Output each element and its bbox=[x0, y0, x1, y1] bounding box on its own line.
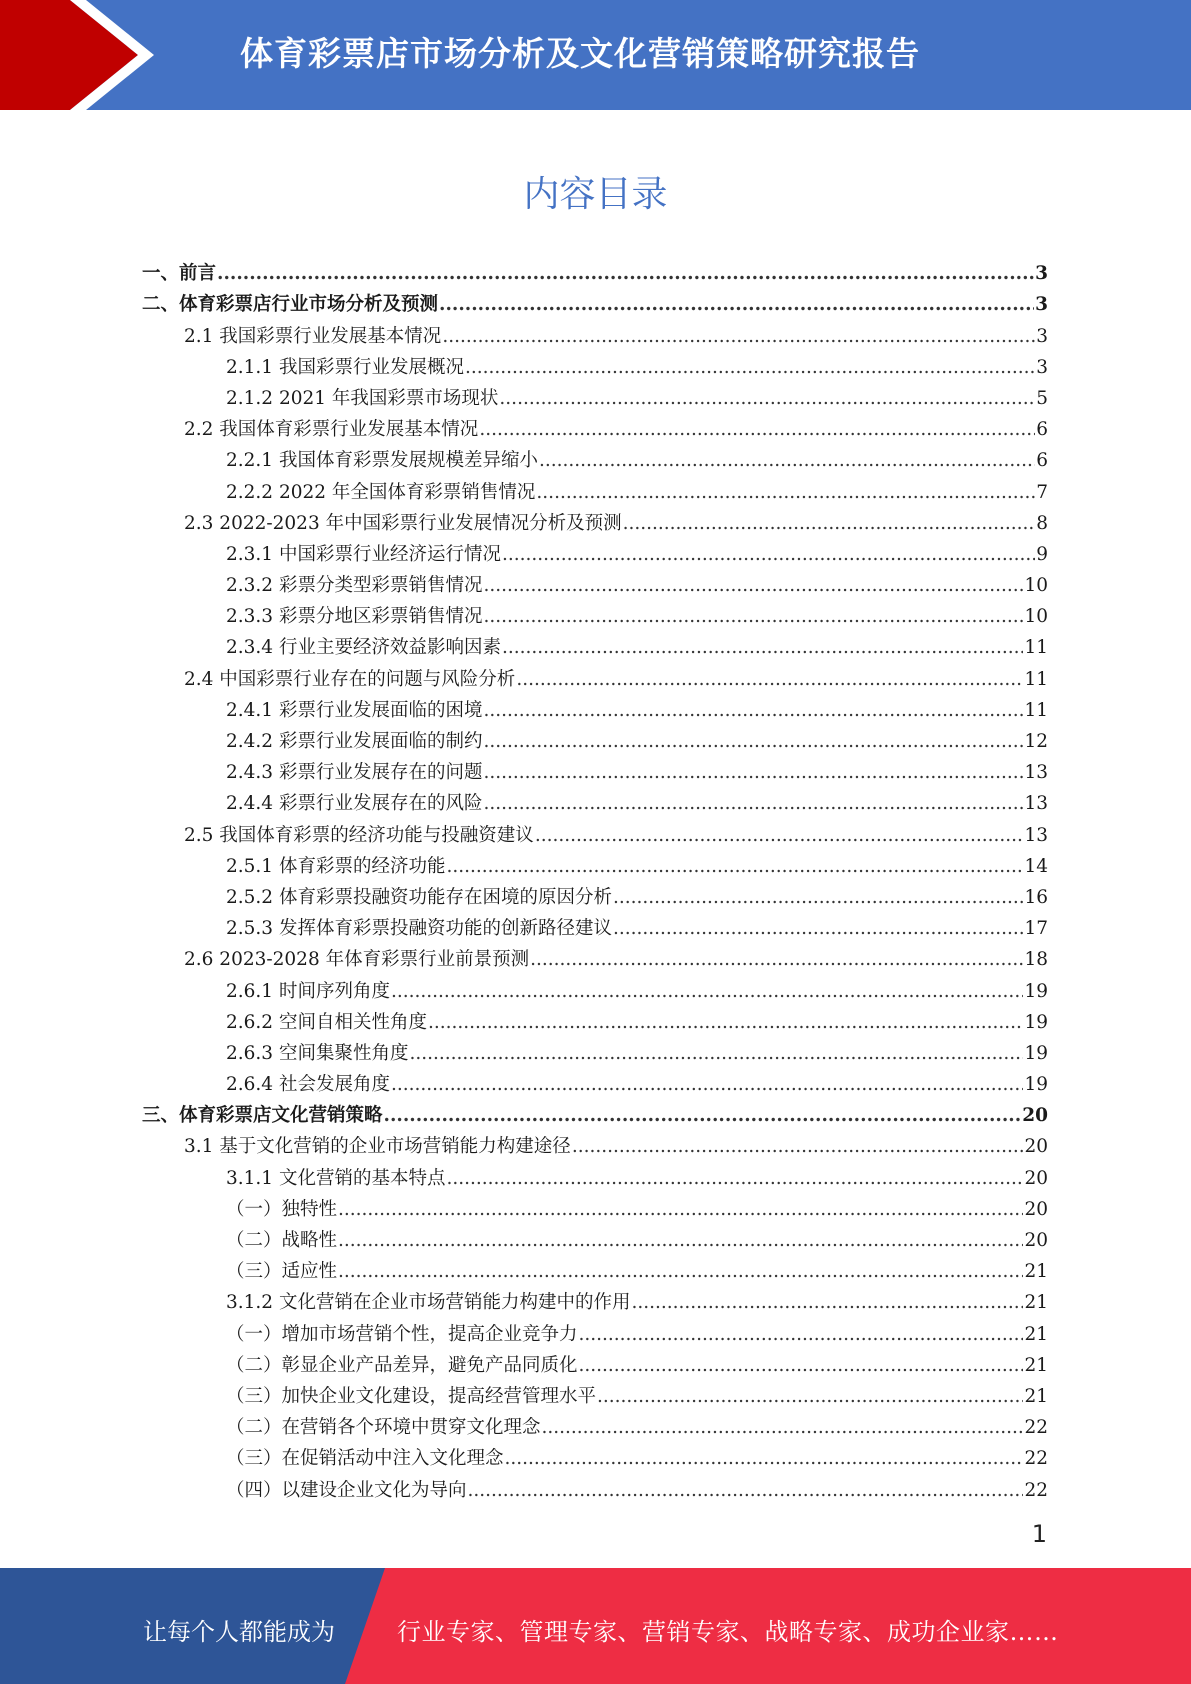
toc-leader-dots bbox=[391, 981, 1023, 1003]
toc-entry[interactable] bbox=[142, 1096, 1048, 1127]
toc-leader-dots bbox=[483, 700, 1023, 722]
toc-entry-text: 2.4.2 彩票行业发展面临的制约 bbox=[226, 731, 483, 752]
toc-entry[interactable] bbox=[142, 940, 1048, 971]
toc-entry[interactable] bbox=[142, 1377, 1048, 1408]
footer-slogan-left: 让每个人都能成为 bbox=[143, 1618, 335, 1646]
toc-entry-text: 2.5.1 体育彩票的经济功能 bbox=[226, 855, 446, 877]
toc-leader-dots bbox=[428, 1012, 1023, 1034]
toc-leader-dots bbox=[483, 606, 1023, 628]
toc-entry-page: 20 bbox=[1022, 1105, 1048, 1127]
toc-entry-text: 2.4.1 彩票行业发展面临的困境 bbox=[226, 699, 483, 721]
toc-entry[interactable] bbox=[142, 1127, 1048, 1158]
toc-entry[interactable] bbox=[142, 847, 1048, 878]
toc-entry-page: 21 bbox=[1024, 1354, 1048, 1376]
toc-leader-dots bbox=[516, 669, 1023, 691]
toc-entry-text: 2.1 我国彩票行业发展基本情况 bbox=[184, 325, 442, 347]
toc-leader-dots bbox=[623, 513, 1036, 535]
toc-entry-page: 11 bbox=[1024, 668, 1048, 690]
toc-entry-text: 2.4.3 彩票行业发展存在的问题 bbox=[226, 762, 483, 784]
toc-entry[interactable] bbox=[142, 722, 1048, 753]
toc-entry[interactable] bbox=[142, 1470, 1048, 1501]
toc-leader-dots bbox=[542, 1417, 1024, 1439]
toc-entry[interactable] bbox=[142, 472, 1048, 503]
toc-entry-page: 11 bbox=[1024, 637, 1048, 659]
toc-entry[interactable] bbox=[142, 348, 1048, 379]
toc-entry-text: 2.3.2 彩票分类型彩票销售情况 bbox=[226, 575, 483, 597]
toc-entry-text: 2.5.3 发挥体育彩票投融资功能的创新路径建议 bbox=[226, 918, 612, 940]
toc-entry[interactable] bbox=[142, 441, 1048, 472]
toc-entry[interactable] bbox=[142, 628, 1048, 659]
toc-entry[interactable] bbox=[142, 1439, 1048, 1470]
toc-entry-text: （二）在营销各个环境中贯穿文化理念 bbox=[226, 1417, 541, 1439]
toc-entry-page: 18 bbox=[1024, 949, 1048, 971]
toc-entry[interactable] bbox=[142, 1190, 1048, 1221]
toc-entry-page: 6 bbox=[1036, 419, 1048, 441]
toc-leader-dots bbox=[338, 1230, 1023, 1252]
toc-entry[interactable] bbox=[142, 971, 1048, 1002]
toc-leader-dots bbox=[597, 1386, 1023, 1408]
toc-leader-dots bbox=[483, 762, 1023, 784]
toc-entry-page: 3 bbox=[1036, 356, 1048, 378]
toc-entry-text: 2.2.1 我国体育彩票发展规模差异缩小 bbox=[226, 450, 538, 472]
toc-entry-text: （二）彰显企业产品差异，避免产品同质化 bbox=[226, 1354, 578, 1376]
toc-leader-dots bbox=[579, 1355, 1024, 1377]
toc-leader-dots bbox=[468, 1480, 1024, 1502]
toc-entry-page: 11 bbox=[1024, 699, 1048, 721]
toc-entry[interactable] bbox=[142, 1003, 1048, 1034]
toc-entry-page: 21 bbox=[1024, 1292, 1048, 1314]
toc-entry[interactable] bbox=[142, 784, 1048, 815]
toc-leader-dots bbox=[442, 326, 1035, 348]
toc-entry-page: 10 bbox=[1024, 575, 1048, 597]
toc-entry-page: 17 bbox=[1024, 918, 1048, 940]
toc-entry-text: 2.6 2023-2028 年体育彩票行业前景预测 bbox=[184, 949, 530, 971]
toc-leader-dots bbox=[338, 1199, 1023, 1221]
toc-leader-dots bbox=[465, 357, 1035, 379]
toc-entry[interactable] bbox=[142, 691, 1048, 722]
header-arrow-icon bbox=[0, 0, 200, 110]
toc-entry[interactable] bbox=[142, 753, 1048, 784]
toc-entry-page: 8 bbox=[1036, 512, 1048, 534]
toc-entry-page: 20 bbox=[1024, 1167, 1048, 1189]
toc-entry-page: 14 bbox=[1024, 855, 1048, 877]
toc-entry[interactable] bbox=[142, 1314, 1048, 1345]
toc-entry-text: 2.4.4 彩票行业发展存在的风险 bbox=[226, 793, 483, 815]
toc-entry[interactable] bbox=[142, 1283, 1048, 1314]
page-footer bbox=[0, 1568, 1191, 1684]
toc-entry[interactable] bbox=[142, 1065, 1048, 1096]
toc-entry-page: 20 bbox=[1024, 1230, 1048, 1251]
toc-entry[interactable] bbox=[142, 1408, 1048, 1439]
toc-entry-page: 19 bbox=[1024, 980, 1048, 1002]
toc-entry[interactable] bbox=[142, 285, 1048, 316]
toc-entry-page: 21 bbox=[1024, 1261, 1048, 1283]
toc-entry-page: 10 bbox=[1024, 606, 1048, 628]
toc-entry-text: 2.6.3 空间集聚性角度 bbox=[226, 1042, 409, 1064]
toc-entry-page: 9 bbox=[1036, 543, 1048, 565]
toc-entry[interactable] bbox=[142, 566, 1048, 597]
toc-leader-dots bbox=[446, 1168, 1023, 1190]
toc-entry-text: 2.1.1 我国彩票行业发展概况 bbox=[226, 356, 464, 378]
toc-leader-dots bbox=[483, 731, 1023, 753]
toc-leader-dots bbox=[483, 793, 1023, 815]
toc-entry-text: 一、前言 bbox=[142, 263, 217, 285]
toc-entry-page: 22 bbox=[1024, 1417, 1048, 1439]
toc-entry-page: 22 bbox=[1024, 1448, 1048, 1470]
toc-leader-dots bbox=[217, 263, 1034, 285]
toc-entry-text: 2.2.2 2022 年全国体育彩票销售情况 bbox=[226, 481, 536, 503]
toc-entry-page: 20 bbox=[1024, 1198, 1048, 1220]
toc-title: 内容目录 bbox=[523, 174, 668, 215]
toc-entry[interactable] bbox=[142, 1158, 1048, 1189]
table-of-contents bbox=[142, 254, 1048, 1502]
page-number: 1 bbox=[1031, 1520, 1047, 1548]
toc-leader-dots bbox=[505, 1448, 1024, 1470]
toc-entry-page: 13 bbox=[1024, 793, 1048, 815]
toc-entry-text: 二、体育彩票店行业市场分析及预测 bbox=[142, 294, 439, 316]
toc-entry-text: （四）以建设企业文化为导向 bbox=[226, 1479, 467, 1501]
page-header bbox=[0, 0, 1191, 110]
toc-leader-dots bbox=[391, 1074, 1023, 1096]
toc-entry-text: 2.2 我国体育彩票行业发展基本情况 bbox=[184, 419, 479, 441]
toc-leader-dots bbox=[631, 1292, 1023, 1314]
toc-leader-dots bbox=[613, 918, 1023, 940]
toc-entry-text: 三、体育彩票店文化营销策略 bbox=[142, 1105, 383, 1127]
toc-entry-text: （三）适应性 bbox=[226, 1261, 338, 1283]
toc-leader-dots bbox=[338, 1261, 1023, 1283]
toc-leader-dots bbox=[446, 856, 1023, 878]
toc-entry-page: 22 bbox=[1024, 1479, 1048, 1501]
toc-leader-dots bbox=[579, 1324, 1024, 1346]
toc-entry-page: 21 bbox=[1024, 1323, 1048, 1345]
toc-entry[interactable] bbox=[142, 316, 1048, 347]
toc-entry-page: 13 bbox=[1024, 824, 1048, 846]
toc-entry[interactable] bbox=[142, 504, 1048, 535]
toc-leader-dots bbox=[479, 419, 1035, 441]
toc-entry[interactable] bbox=[142, 535, 1048, 566]
toc-leader-dots bbox=[502, 637, 1023, 659]
toc-entry-text: 2.6.1 时间序列角度 bbox=[226, 980, 390, 1002]
header-title: 体育彩票店市场分析及文化营销策略研究报告 bbox=[240, 34, 920, 73]
toc-entry-text: 3.1.2 文化营销在企业市场营销能力构建中的作用 bbox=[226, 1292, 631, 1314]
toc-entry-text: 3.1.1 文化营销的基本特点 bbox=[226, 1167, 446, 1189]
toc-entry[interactable] bbox=[142, 597, 1048, 628]
toc-leader-dots bbox=[530, 949, 1023, 971]
toc-entry-text: （一）增加市场营销个性，提高企业竞争力 bbox=[226, 1323, 578, 1345]
toc-entry[interactable] bbox=[142, 1252, 1048, 1283]
toc-leader-dots bbox=[572, 1136, 1024, 1158]
toc-entry-text: 2.3.3 彩票分地区彩票销售情况 bbox=[226, 606, 483, 628]
toc-entry-page: 5 bbox=[1036, 387, 1048, 409]
toc-entry-text: 2.3.1 中国彩票行业经济运行情况 bbox=[226, 543, 501, 565]
toc-entry[interactable] bbox=[142, 909, 1048, 940]
toc-leader-dots bbox=[613, 887, 1023, 909]
toc-entry-text: （二）战略性 bbox=[226, 1230, 338, 1251]
toc-entry-text: 2.6.4 社会发展角度 bbox=[226, 1074, 390, 1096]
toc-leader-dots bbox=[535, 825, 1024, 847]
toc-entry[interactable] bbox=[142, 410, 1048, 441]
toc-entry-text: 2.5 我国体育彩票的经济功能与投融资建议 bbox=[184, 824, 534, 846]
toc-leader-dots bbox=[439, 294, 1034, 316]
toc-entry-page: 19 bbox=[1024, 1074, 1048, 1096]
toc-leader-dots bbox=[384, 1105, 1022, 1127]
toc-entry-text: （三）在促销活动中注入文化理念 bbox=[226, 1448, 504, 1470]
toc-leader-dots bbox=[483, 575, 1023, 597]
toc-leader-dots bbox=[536, 482, 1035, 504]
toc-entry[interactable] bbox=[142, 1346, 1048, 1377]
toc-entry-page: 19 bbox=[1024, 1011, 1048, 1033]
toc-entry-text: 2.1.2 2021 年我国彩票市场现状 bbox=[226, 387, 499, 409]
toc-entry[interactable] bbox=[142, 878, 1048, 909]
toc-entry-page: 19 bbox=[1024, 1042, 1048, 1064]
toc-entry-page: 13 bbox=[1024, 762, 1048, 784]
toc-entry-page: 16 bbox=[1024, 886, 1048, 908]
toc-entry-page: 6 bbox=[1036, 450, 1048, 472]
toc-entry[interactable] bbox=[142, 254, 1048, 285]
toc-entry[interactable] bbox=[142, 1034, 1048, 1065]
toc-entry-page: 3 bbox=[1036, 325, 1048, 347]
toc-leader-dots bbox=[409, 1043, 1023, 1065]
toc-leader-dots bbox=[539, 450, 1035, 472]
toc-entry[interactable] bbox=[142, 379, 1048, 410]
toc-entry-page: 21 bbox=[1024, 1385, 1048, 1407]
toc-entry-text: 3.1 基于文化营销的企业市场营销能力构建途径 bbox=[184, 1136, 571, 1158]
toc-entry-text: 2.3 2022-2023 年中国彩票行业发展情况分析及预测 bbox=[184, 512, 622, 534]
toc-entry-page: 12 bbox=[1024, 731, 1048, 752]
toc-entry[interactable] bbox=[142, 1221, 1048, 1252]
toc-entry-page: 7 bbox=[1036, 481, 1048, 503]
toc-entry-text: （一）独特性 bbox=[226, 1198, 338, 1220]
toc-entry-page: 20 bbox=[1024, 1136, 1048, 1158]
toc-entry-text: 2.6.2 空间自相关性角度 bbox=[226, 1011, 427, 1033]
toc-entry-text: （三）加快企业文化建设，提高经营管理水平 bbox=[226, 1385, 597, 1407]
toc-entry-page: 3 bbox=[1035, 263, 1048, 285]
toc-entry-page: 3 bbox=[1035, 294, 1048, 316]
toc-entry[interactable] bbox=[142, 815, 1048, 846]
toc-entry-text: 2.3.4 行业主要经济效益影响因素 bbox=[226, 637, 501, 659]
toc-entry[interactable] bbox=[142, 659, 1048, 690]
toc-entry-text: 2.5.2 体育彩票投融资功能存在困境的原因分析 bbox=[226, 886, 612, 908]
toc-leader-dots bbox=[499, 388, 1035, 410]
toc-entry-text: 2.4 中国彩票行业存在的问题与风险分析 bbox=[184, 668, 516, 690]
footer-slogan-right: 行业专家、管理专家、营销专家、战略专家、成功企业家…… bbox=[397, 1618, 1059, 1646]
toc-leader-dots bbox=[502, 544, 1035, 566]
